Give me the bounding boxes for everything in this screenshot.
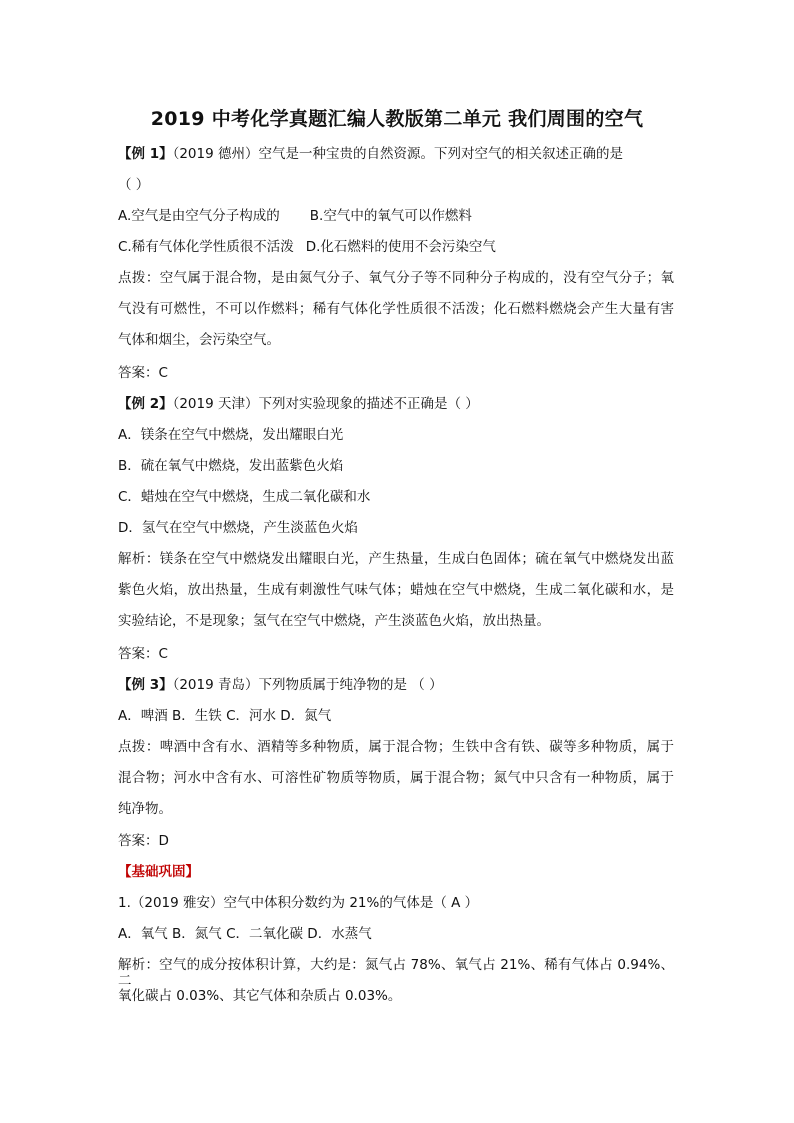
example-1-option-a: A.空气是由空气分子构成的 xyxy=(118,208,280,224)
example-1-tip-line-2: 气没有可燃性，不可以作燃料；稀有气体化学性质很不活泼；化石燃料燃烧会产生大量有害 xyxy=(118,301,674,317)
question-1-explanation-line-1: 解析：空气的成分按体积计算，大约是：氮气占 78%、氧气占 21%、稀有气体占 0.94%、二 xyxy=(118,957,674,989)
example-2-option-a: A．镁条在空气中燃烧，发出耀眼白光 xyxy=(118,427,344,443)
example-1-tip-line-3: 气体和烟尘，会污染空气。 xyxy=(118,332,280,348)
example-3-options: A．啤酒 B．生铁 C．河水 D．氮气 xyxy=(118,708,332,724)
example-1-tip-line-1: 点拨：空气属于混合物，是由氮气分子、氧气分子等不同种分子构成的，没有空气分子；氧 xyxy=(118,270,674,286)
example-1-answer: 答案：C xyxy=(118,365,168,381)
example-1-option-b: B.空气中的氧气可以作燃料 xyxy=(309,208,472,224)
example-1-options-cd xyxy=(118,239,496,255)
example-3-answer: 答案：D xyxy=(118,833,169,849)
example-3-tip-line-2: 混合物；河水中含有水、可溶性矿物质等物质，属于混合物；氮气中只含有一种物质，属于 xyxy=(118,770,674,786)
example-1-options-ab xyxy=(118,208,472,224)
example-2-question-text: （2019 天津）下列对实验现象的描述不正确是（ ） xyxy=(172,396,479,412)
question-1-options: A．氧气 B．氮气 C．二氧化碳 D．水蒸气 xyxy=(118,926,372,942)
page-title: 2019 中考化学真题汇编人教版第二单元 我们周围的空气 xyxy=(150,108,644,130)
example-2-option-c: C．蜡烛在空气中燃烧，生成二氧化碳和水 xyxy=(118,489,371,505)
example-1-option-d: D.化石燃料的使用不会污染空气 xyxy=(305,239,496,255)
example-2-question xyxy=(118,396,479,412)
question-1-explanation-line-2: 氧化碳占 0.03%、其它气体和杂质占 0.03%。 xyxy=(118,988,402,1004)
example-3-tip-line-3: 纯净物。 xyxy=(118,801,172,817)
example-3-tip-line-1: 点拨：啤酒中含有水、酒精等多种物质，属于混合物；生铁中含有铁、碳等多种物质，属于 xyxy=(118,739,674,755)
example-3-question-text: （2019 青岛）下列物质属于纯净物的是 （ ） xyxy=(172,677,443,693)
example-1-question xyxy=(118,146,623,162)
example-3-tag: 【例 3】 xyxy=(118,677,173,693)
example-2-explanation-line-1: 解析：镁条在空气中燃烧发出耀眼白光，产生热量，生成白色固体；硫在氧气中燃烧发出蓝 xyxy=(118,551,674,567)
example-2-explanation-line-3: 实验结论，不是现象；氢气在空气中燃烧，产生淡蓝色火焰，放出热量。 xyxy=(118,613,550,629)
section-heading: 【基础巩固】 xyxy=(118,864,199,880)
example-1-option-c: C.稀有气体化学性质很不活泼 xyxy=(118,239,294,255)
example-2-option-d: D．氢气在空气中燃烧，产生淡蓝色火焰 xyxy=(118,520,358,536)
example-1-question-text: （2019 德州）空气是一种宝贵的自然资源。下列对空气的相关叙述正确的是 xyxy=(172,146,623,162)
example-2-tag: 【例 2】 xyxy=(118,396,173,412)
example-2-option-b: B．硫在氧气中燃烧，发出蓝紫色火焰 xyxy=(118,458,344,474)
example-3-question xyxy=(118,677,443,693)
example-2-answer: 答案：C xyxy=(118,646,168,662)
question-1: 1.（2019 雅安）空气中体积分数约为 21%的气体是（ A ） xyxy=(118,895,479,911)
example-1-tag: 【例 1】 xyxy=(118,146,173,162)
example-1-blank: （ ） xyxy=(118,177,150,193)
example-2-explanation-line-2: 紫色火焰，放出热量，生成有刺激性气味气体；蜡烛在空气中燃烧，生成二氧化碳和水，是 xyxy=(118,582,674,598)
